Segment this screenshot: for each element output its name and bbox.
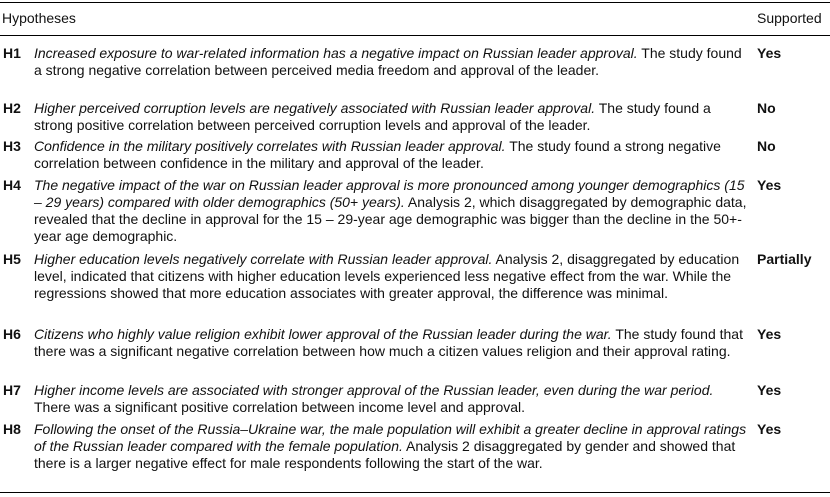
hypothesis-finding: Analysis 2, disaggregated by education level, indicated that citizens with higher education levels experienced less negative effect from the war. While the regressions showed that more education associates with greater approval, the difference was minimal. (34, 251, 740, 301)
hypothesis-statement: Increased exposure to war-related information has a negative impact on Russian leader approval. (34, 45, 638, 61)
hypothesis-id: H3 (3, 138, 21, 154)
hypothesis-text (34, 421, 748, 472)
hypothesis-finding: Analysis 2 disaggregated by gender and showed that there is a larger negative effect for male respondents following the start of the war. (34, 438, 736, 471)
hypothesis-statement: Higher income levels are associated with stronger approval of the Russian leader, even during the war period. (34, 382, 714, 398)
supported-value: No (757, 100, 776, 116)
table-bottom-rule (0, 492, 830, 493)
hypothesis-statement: Confidence in the military positively correlates with Russian leader approval. (34, 138, 506, 154)
supported-value: Yes (757, 326, 782, 342)
supported-value: Yes (757, 45, 782, 61)
supported-value: Partially (757, 251, 812, 267)
hypothesis-text (34, 326, 748, 360)
hypothesis-text (34, 138, 748, 172)
hypothesis-statement: Higher education levels negatively correlate with Russian leader approval. (34, 251, 493, 267)
hypothesis-text (34, 100, 748, 134)
hypothesis-statement: Higher perceived corruption levels are negatively associated with Russian leader approval. (34, 100, 596, 116)
hypothesis-finding: The study found a strong negative correlation between perceived media freedom and approval of the leader. (34, 45, 742, 78)
hypothesis-id: H7 (3, 382, 21, 398)
hypothesis-text (34, 45, 748, 79)
hypothesis-statement: The negative impact of the war on Russian leader approval is more pronounced among younger demographics (15 – 29 years) compared with older demographics (50+ years). (34, 177, 745, 210)
hypothesis-id: H1 (3, 45, 21, 61)
hypothesis-finding: Analysis 2, which disaggregated by demographic data, revealed that the decline in approval for the 15 – 29-year age demographic was bigger than the decline in the 50+-year age demographic. (34, 194, 747, 244)
hypothesis-finding: There was a significant positive correlation between income level and approval. (34, 399, 526, 415)
hypothesis-id: H2 (3, 100, 21, 116)
table-header-rule (0, 35, 830, 36)
hypothesis-text (34, 382, 748, 416)
column-header-hypotheses: Hypotheses (2, 10, 76, 26)
table-top-rule (0, 2, 830, 3)
hypothesis-id: H8 (3, 421, 21, 437)
supported-value: No (757, 138, 776, 154)
hypothesis-id: H5 (3, 251, 21, 267)
hypothesis-statement: Following the onset of the Russia–Ukraine war, the male population will exhibit a greater decline in approval ratings of the Russian leader compared with the female population. (34, 421, 747, 454)
hypothesis-id: H6 (3, 326, 21, 342)
hypothesis-text (34, 251, 748, 302)
hypothesis-finding: The study found a strong negative correlation between confidence in the military and approval of the leader. (34, 138, 721, 171)
hypothesis-finding: The study found a strong positive correlation between perceived corruption levels and approval of the leader. (34, 100, 711, 133)
supported-value: Yes (757, 382, 782, 398)
hypothesis-id: H4 (3, 177, 21, 193)
column-header-supported: Supported (757, 10, 822, 26)
hypothesis-statement: Citizens who highly value religion exhibit lower approval of the Russian leader during the war. (34, 326, 612, 342)
hypothesis-finding: The study found that there was a significant negative correlation between how much a citizen values religion and their approval rating. (34, 326, 743, 359)
supported-value: Yes (757, 421, 782, 437)
supported-value: Yes (757, 177, 782, 193)
hypothesis-text (34, 177, 748, 245)
